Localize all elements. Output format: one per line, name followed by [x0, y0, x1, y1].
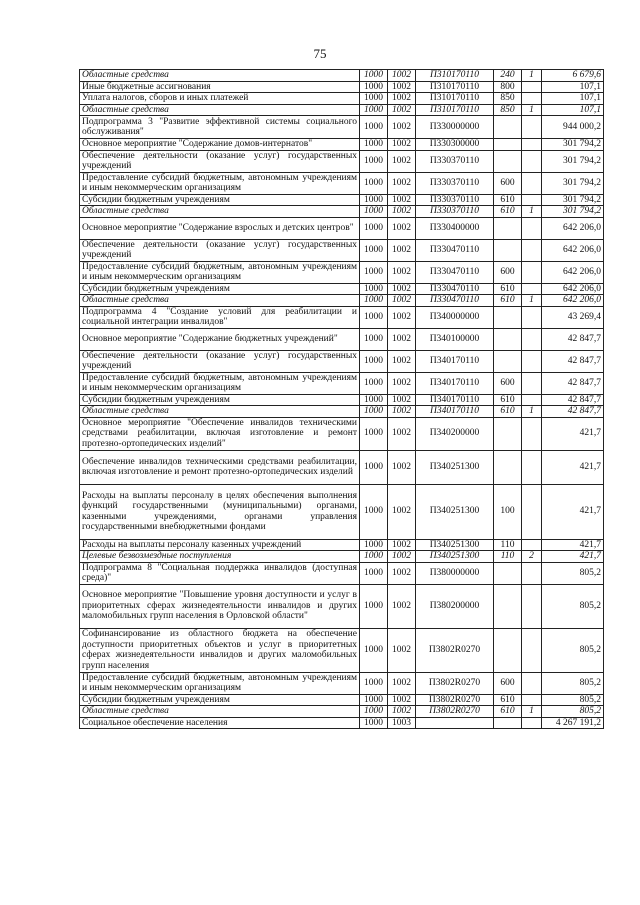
row-amount-cell: 421,7	[542, 484, 604, 539]
row-subsection-cell: 1002	[388, 628, 416, 672]
row-source-cell	[522, 539, 542, 551]
row-amount-cell: 107,1	[542, 93, 604, 105]
row-expense-type-cell: 110	[494, 551, 522, 563]
row-amount-cell: 805,2	[542, 706, 604, 718]
row-expense-type-cell	[494, 450, 522, 484]
row-name-cell: Субсидии бюджетным учреждениям	[80, 283, 360, 295]
row-expense-type-cell	[494, 139, 522, 151]
row-target-code-cell	[416, 717, 494, 729]
row-target-code-cell: П340251300	[416, 450, 494, 484]
row-subsection-cell: 1002	[388, 694, 416, 706]
row-section-cell: 1000	[360, 81, 388, 93]
row-amount-cell: 42 847,7	[542, 406, 604, 418]
table-row	[80, 584, 604, 628]
row-name-cell: Предоставление субсидий бюджетным, автономным учреждениям и иным некоммерческим организациям	[80, 261, 360, 283]
row-source-cell: 1	[522, 206, 542, 218]
row-source-cell	[522, 81, 542, 93]
table-row	[80, 194, 604, 206]
row-target-code-cell: П310170110	[416, 93, 494, 105]
row-expense-type-cell	[494, 217, 522, 239]
row-target-code-cell: П330470110	[416, 261, 494, 283]
row-target-code-cell: П330400000	[416, 217, 494, 239]
row-name-cell: Расходы на выплаты персоналу казенных учреждений	[80, 539, 360, 551]
row-amount-cell: 642 206,0	[542, 239, 604, 261]
row-subsection-cell: 1002	[388, 394, 416, 406]
row-name-cell: Социальное обеспечение населения	[80, 717, 360, 729]
row-name-cell: Областные средства	[80, 706, 360, 718]
row-expense-type-cell: 800	[494, 81, 522, 93]
row-target-code-cell: П3802R0270	[416, 706, 494, 718]
row-expense-type-cell	[494, 150, 522, 172]
row-section-cell: 1000	[360, 306, 388, 328]
row-name-cell: Уплата налогов, сборов и иных платежей	[80, 93, 360, 105]
row-name-cell: Софинансирование из областного бюджета на обеспечение доступности приоритетных объектов и услуг в приоритетных сферах жизнедеятельности инвалидов и других маломобильных групп населения	[80, 628, 360, 672]
row-target-code-cell: П340170110	[416, 350, 494, 372]
row-name-cell: Иные бюджетные ассигнования	[80, 81, 360, 93]
table-row	[80, 306, 604, 328]
row-section-cell: 1000	[360, 206, 388, 218]
table-body	[80, 70, 604, 729]
row-expense-type-cell: 610	[494, 406, 522, 418]
row-target-code-cell: П340251300	[416, 551, 494, 563]
table-row	[80, 261, 604, 283]
row-amount-cell: 642 206,0	[542, 217, 604, 239]
row-amount-cell: 6 679,6	[542, 70, 604, 82]
row-target-code-cell: П330370110	[416, 172, 494, 194]
row-amount-cell: 421,7	[542, 539, 604, 551]
row-amount-cell: 805,2	[542, 584, 604, 628]
row-expense-type-cell: 600	[494, 672, 522, 694]
row-subsection-cell: 1002	[388, 706, 416, 718]
table-row	[80, 694, 604, 706]
row-amount-cell: 42 847,7	[542, 350, 604, 372]
row-name-cell: Предоставление субсидий бюджетным, автономным учреждениям и иным некоммерческим организациям	[80, 672, 360, 694]
row-name-cell: Обеспечение инвалидов техническими средствами реабилитации, включая изготовление и ремонт протезно-ортопедических изделий	[80, 450, 360, 484]
row-amount-cell: 642 206,0	[542, 295, 604, 307]
row-name-cell: Обеспечение деятельности (оказание услуг) государственных учреждений	[80, 150, 360, 172]
row-amount-cell: 421,7	[542, 450, 604, 484]
row-subsection-cell: 1002	[388, 70, 416, 82]
row-expense-type-cell: 610	[494, 194, 522, 206]
row-target-code-cell: П340170110	[416, 394, 494, 406]
row-name-cell: Основное мероприятие "Содержание взрослых и детских центров"	[80, 217, 360, 239]
row-source-cell: 1	[522, 406, 542, 418]
row-section-cell: 1000	[360, 450, 388, 484]
table-row	[80, 628, 604, 672]
table-row	[80, 394, 604, 406]
row-name-cell: Субсидии бюджетным учреждениям	[80, 194, 360, 206]
table-row	[80, 239, 604, 261]
table-row	[80, 104, 604, 116]
row-expense-type-cell	[494, 417, 522, 450]
row-subsection-cell: 1002	[388, 93, 416, 105]
row-amount-cell: 42 847,7	[542, 394, 604, 406]
row-source-cell: 1	[522, 70, 542, 82]
table-row	[80, 172, 604, 194]
row-section-cell: 1000	[360, 172, 388, 194]
row-subsection-cell: 1002	[388, 172, 416, 194]
row-source-cell	[522, 150, 542, 172]
row-subsection-cell: 1002	[388, 194, 416, 206]
table-row	[80, 116, 604, 139]
table-row	[80, 539, 604, 551]
row-name-cell: Обеспечение деятельности (оказание услуг) государственных учреждений	[80, 350, 360, 372]
row-section-cell: 1000	[360, 628, 388, 672]
row-name-cell: Предоставление субсидий бюджетным, автономным учреждениям и иным некоммерческим организациям	[80, 372, 360, 394]
row-target-code-cell: П330370110	[416, 194, 494, 206]
row-section-cell: 1000	[360, 328, 388, 350]
row-subsection-cell: 1002	[388, 551, 416, 563]
row-subsection-cell: 1002	[388, 372, 416, 394]
row-subsection-cell: 1002	[388, 81, 416, 93]
row-name-cell: Областные средства	[80, 206, 360, 218]
row-target-code-cell: П330000000	[416, 116, 494, 139]
table-row	[80, 562, 604, 584]
table-row	[80, 139, 604, 151]
row-subsection-cell: 1002	[388, 104, 416, 116]
row-section-cell: 1000	[360, 217, 388, 239]
row-target-code-cell: П3802R0270	[416, 672, 494, 694]
row-amount-cell: 107,1	[542, 81, 604, 93]
row-amount-cell: 107,1	[542, 104, 604, 116]
row-name-cell: Основное мероприятие "Обеспечение инвалидов техническими средствами реабилитации, включая изготовление и ремонт протезно-ортопедических изделий"	[80, 417, 360, 450]
row-source-cell	[522, 717, 542, 729]
row-subsection-cell: 1002	[388, 672, 416, 694]
row-amount-cell: 43 269,4	[542, 306, 604, 328]
row-amount-cell: 642 206,0	[542, 261, 604, 283]
table-row	[80, 350, 604, 372]
row-source-cell	[522, 484, 542, 539]
row-source-cell	[522, 283, 542, 295]
row-subsection-cell: 1002	[388, 417, 416, 450]
row-subsection-cell: 1002	[388, 239, 416, 261]
table-row	[80, 717, 604, 729]
row-expense-type-cell	[494, 328, 522, 350]
table-row	[80, 484, 604, 539]
row-subsection-cell: 1002	[388, 150, 416, 172]
row-name-cell: Подпрограмма 3 "Развитие эффективной системы социального обслуживания"	[80, 116, 360, 139]
row-section-cell: 1000	[360, 194, 388, 206]
row-source-cell: 1	[522, 104, 542, 116]
row-source-cell	[522, 93, 542, 105]
row-name-cell: Основное мероприятие "Содержание бюджетных учреждений"	[80, 328, 360, 350]
row-section-cell: 1000	[360, 239, 388, 261]
row-subsection-cell: 1002	[388, 139, 416, 151]
row-source-cell	[522, 172, 542, 194]
row-amount-cell: 42 847,7	[542, 328, 604, 350]
row-amount-cell: 805,2	[542, 694, 604, 706]
row-amount-cell: 944 000,2	[542, 116, 604, 139]
row-amount-cell: 42 847,7	[542, 372, 604, 394]
row-name-cell: Областные средства	[80, 70, 360, 82]
table-row	[80, 206, 604, 218]
row-source-cell	[522, 628, 542, 672]
row-amount-cell: 301 794,2	[542, 150, 604, 172]
table-row	[80, 450, 604, 484]
row-expense-type-cell: 610	[494, 694, 522, 706]
row-amount-cell: 421,7	[542, 551, 604, 563]
row-name-cell: Субсидии бюджетным учреждениям	[80, 694, 360, 706]
row-target-code-cell: П340251300	[416, 539, 494, 551]
row-section-cell: 1000	[360, 150, 388, 172]
row-target-code-cell: П340200000	[416, 417, 494, 450]
row-expense-type-cell	[494, 306, 522, 328]
table-row	[80, 93, 604, 105]
row-subsection-cell: 1002	[388, 283, 416, 295]
row-amount-cell: 301 794,2	[542, 139, 604, 151]
row-source-cell	[522, 306, 542, 328]
table-row	[80, 672, 604, 694]
row-subsection-cell: 1002	[388, 328, 416, 350]
row-section-cell: 1000	[360, 261, 388, 283]
row-source-cell	[522, 694, 542, 706]
table-row	[80, 551, 604, 563]
row-source-cell	[522, 239, 542, 261]
row-expense-type-cell: 600	[494, 372, 522, 394]
row-source-cell: 1	[522, 295, 542, 307]
row-section-cell: 1000	[360, 104, 388, 116]
row-name-cell: Расходы на выплаты персоналу в целях обеспечения выполнения функций государственными (муниципальными) органами, казенными учреждениями, органами управления государственными внебюджетными фондами	[80, 484, 360, 539]
row-subsection-cell: 1002	[388, 406, 416, 418]
row-target-code-cell: П3802R0270	[416, 628, 494, 672]
row-subsection-cell: 1002	[388, 539, 416, 551]
row-amount-cell: 642 206,0	[542, 283, 604, 295]
table-row	[80, 283, 604, 295]
row-source-cell	[522, 194, 542, 206]
row-section-cell: 1000	[360, 672, 388, 694]
row-source-cell	[522, 450, 542, 484]
row-subsection-cell: 1003	[388, 717, 416, 729]
table-row	[80, 217, 604, 239]
row-source-cell	[522, 584, 542, 628]
row-section-cell: 1000	[360, 93, 388, 105]
row-amount-cell: 805,2	[542, 628, 604, 672]
row-section-cell: 1000	[360, 394, 388, 406]
row-section-cell: 1000	[360, 350, 388, 372]
row-target-code-cell: П330470110	[416, 239, 494, 261]
row-subsection-cell: 1002	[388, 116, 416, 139]
row-subsection-cell: 1002	[388, 261, 416, 283]
row-source-cell	[522, 672, 542, 694]
row-source-cell: 1	[522, 706, 542, 718]
row-subsection-cell: 1002	[388, 584, 416, 628]
row-amount-cell: 301 794,2	[542, 194, 604, 206]
row-target-code-cell: П310170110	[416, 70, 494, 82]
row-target-code-cell: П330370110	[416, 206, 494, 218]
row-subsection-cell: 1002	[388, 484, 416, 539]
row-name-cell: Областные средства	[80, 295, 360, 307]
row-source-cell	[522, 217, 542, 239]
table-row	[80, 295, 604, 307]
row-amount-cell: 805,2	[542, 562, 604, 584]
row-section-cell: 1000	[360, 706, 388, 718]
row-section-cell: 1000	[360, 694, 388, 706]
row-expense-type-cell: 610	[494, 283, 522, 295]
row-expense-type-cell: 610	[494, 394, 522, 406]
row-name-cell: Субсидии бюджетным учреждениям	[80, 394, 360, 406]
row-source-cell	[522, 261, 542, 283]
row-name-cell: Основное мероприятие "Содержание домов-интернатов"	[80, 139, 360, 151]
row-target-code-cell: П310170110	[416, 104, 494, 116]
row-section-cell: 1000	[360, 116, 388, 139]
table-row	[80, 406, 604, 418]
row-source-cell	[522, 328, 542, 350]
row-expense-type-cell: 850	[494, 104, 522, 116]
row-target-code-cell: П330470110	[416, 295, 494, 307]
row-section-cell: 1000	[360, 584, 388, 628]
row-section-cell: 1000	[360, 717, 388, 729]
row-target-code-cell: П330370110	[416, 150, 494, 172]
row-section-cell: 1000	[360, 484, 388, 539]
row-source-cell: 2	[522, 551, 542, 563]
row-target-code-cell: П330300000	[416, 139, 494, 151]
row-expense-type-cell: 240	[494, 70, 522, 82]
row-amount-cell: 301 794,2	[542, 172, 604, 194]
row-expense-type-cell	[494, 628, 522, 672]
row-target-code-cell: П310170110	[416, 81, 494, 93]
row-expense-type-cell: 610	[494, 206, 522, 218]
row-subsection-cell: 1002	[388, 350, 416, 372]
row-name-cell: Подпрограмма 8 "Социальная поддержка инвалидов (доступная среда)"	[80, 562, 360, 584]
page-number: 75	[313, 46, 327, 61]
table-row	[80, 372, 604, 394]
row-target-code-cell: П340170110	[416, 406, 494, 418]
row-expense-type-cell	[494, 350, 522, 372]
row-target-code-cell: П340251300	[416, 484, 494, 539]
row-target-code-cell: П3802R0270	[416, 694, 494, 706]
row-section-cell: 1000	[360, 295, 388, 307]
table-row	[80, 150, 604, 172]
row-target-code-cell: П340100000	[416, 328, 494, 350]
row-target-code-cell: П340000000	[416, 306, 494, 328]
row-name-cell: Подпрограмма 4 "Создание условий для реабилитации и социальной интеграции инвалидов"	[80, 306, 360, 328]
row-section-cell: 1000	[360, 417, 388, 450]
row-section-cell: 1000	[360, 70, 388, 82]
row-expense-type-cell	[494, 717, 522, 729]
row-expense-type-cell: 600	[494, 172, 522, 194]
row-section-cell: 1000	[360, 406, 388, 418]
row-expense-type-cell: 610	[494, 706, 522, 718]
row-name-cell: Предоставление субсидий бюджетным, автономным учреждениям и иным некоммерческим организациям	[80, 172, 360, 194]
row-subsection-cell: 1002	[388, 562, 416, 584]
row-source-cell	[522, 116, 542, 139]
row-target-code-cell: П380200000	[416, 584, 494, 628]
row-target-code-cell: П330470110	[416, 283, 494, 295]
row-amount-cell: 301 794,2	[542, 206, 604, 218]
row-subsection-cell: 1002	[388, 450, 416, 484]
table-row	[80, 328, 604, 350]
row-subsection-cell: 1002	[388, 295, 416, 307]
row-subsection-cell: 1002	[388, 217, 416, 239]
row-subsection-cell: 1002	[388, 206, 416, 218]
table-row	[80, 70, 604, 82]
row-section-cell: 1000	[360, 372, 388, 394]
row-source-cell	[522, 372, 542, 394]
row-section-cell: 1000	[360, 551, 388, 563]
row-amount-cell: 421,7	[542, 417, 604, 450]
row-expense-type-cell: 850	[494, 93, 522, 105]
row-expense-type-cell: 100	[494, 484, 522, 539]
row-source-cell	[522, 562, 542, 584]
row-subsection-cell: 1002	[388, 306, 416, 328]
row-name-cell: Областные средства	[80, 104, 360, 116]
row-amount-cell: 805,2	[542, 672, 604, 694]
row-name-cell: Обеспечение деятельности (оказание услуг) государственных учреждений	[80, 239, 360, 261]
table-row	[80, 81, 604, 93]
row-section-cell: 1000	[360, 539, 388, 551]
row-expense-type-cell: 600	[494, 261, 522, 283]
row-source-cell	[522, 139, 542, 151]
table-row	[80, 706, 604, 718]
budget-table	[79, 69, 604, 729]
row-source-cell	[522, 394, 542, 406]
row-section-cell: 1000	[360, 139, 388, 151]
table-row	[80, 417, 604, 450]
row-amount-cell: 4 267 191,2	[542, 717, 604, 729]
row-target-code-cell: П340170110	[416, 372, 494, 394]
row-expense-type-cell	[494, 584, 522, 628]
row-expense-type-cell	[494, 239, 522, 261]
row-name-cell: Основное мероприятие "Повышение уровня доступности и услуг в приоритетных сферах жизнедеятельности инвалидов и других маломобильных групп населения в Орловской области"	[80, 584, 360, 628]
row-target-code-cell: П380000000	[416, 562, 494, 584]
row-name-cell: Целевые безвозмездные поступления	[80, 551, 360, 563]
row-name-cell: Областные средства	[80, 406, 360, 418]
row-section-cell: 1000	[360, 283, 388, 295]
row-section-cell: 1000	[360, 562, 388, 584]
row-expense-type-cell: 110	[494, 539, 522, 551]
row-source-cell	[522, 417, 542, 450]
row-source-cell	[522, 350, 542, 372]
row-expense-type-cell: 610	[494, 295, 522, 307]
row-expense-type-cell	[494, 562, 522, 584]
row-expense-type-cell	[494, 116, 522, 139]
